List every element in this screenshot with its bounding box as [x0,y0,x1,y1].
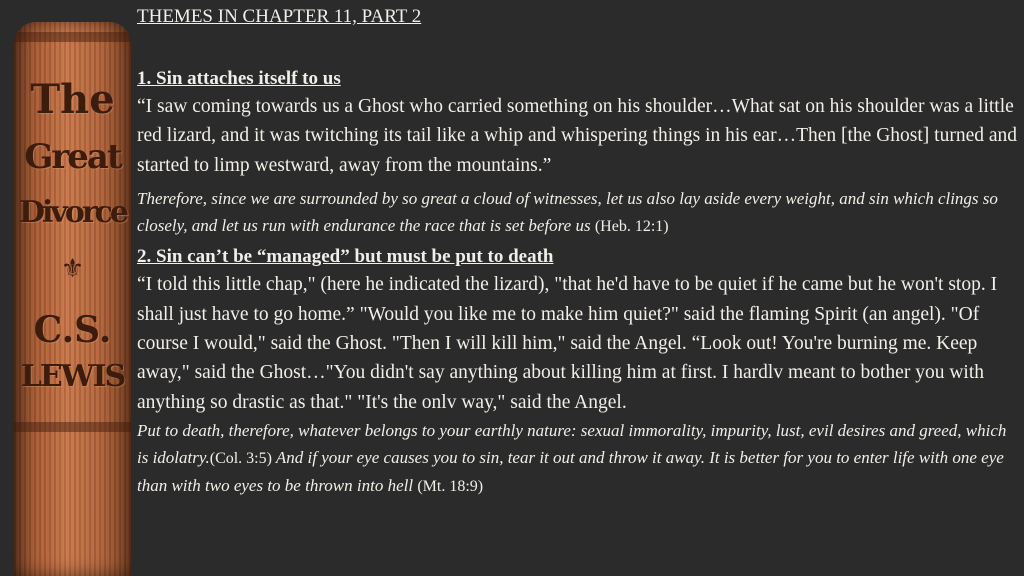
section2-quote: “I told this little chap," (here he indicated the lizard), "that he'd have to be quiet if he came but he won't stop. I shall just have to go home.” "Would you like me to make him quiet?" said the flaming Spirit (an angel). "Of course I would," said the Ghost. "Then I will kill him," said the Angel. “Look out! You're burning me. Keep away," said the Ghost…"You didn't say anything about killing him at first. I hardlv meant to bother you with anything so drastic as that." "It's the onlv way," said the Angel. [137,274,998,413]
spine-band [14,32,131,42]
spine-author-line1: C.S. [33,309,112,351]
section1-verse-text: Therefore, since we are surrounded by so great a cloud of witnesses, let us also lay aside every weight, and sin which clings so closely, and let us run with endurance the race that is set before us [137,189,998,236]
spine-band [14,422,131,432]
section2-verse2-text: And if your eye causes you to sin, tear it out and throw it away. It is better for you to enter life with one eye than with two eyes to be thrown into hell [137,448,1004,496]
book-spine-image [14,22,131,576]
spacer [137,30,1017,66]
section2-verse2-ref: (Mt. 18:9) [417,478,484,496]
section2-verse1-text: Put to death, therefore, whatever belongs to your earthly nature: sexual immorality, impurity, lust, evil desires and greed, which is idolatry. [137,421,1007,468]
fleur-de-lis-icon: ⚜ [60,254,85,284]
section1-heading: 1. Sin attaches itself to us [137,68,341,89]
spine-author-line2: LEWIS [20,359,125,394]
slide-content [137,4,1017,500]
spine-title-line2: Great [24,137,121,177]
section1-verse-ref: (Heb. 12:1) [594,218,669,236]
section2-heading: 2. Sin can’t be “managed” but must be put to death [137,246,554,268]
spine-title-line3: Divorce [18,195,126,230]
slide-title: THEMES IN CHAPTER 11, PART 2 [137,6,422,27]
section1-verse [137,185,1017,240]
section2-verse1-ref: (Col. 3:5) [209,450,272,468]
section1-quote: “I saw coming towards us a Ghost who carried something on his shoulder…What sat on his shoulder was a little red lizard, and it was twitching its tail like a whip and whispering things in his ear…Then [the Ghost] turned and started to limp westward, away from the mountains.” [137,96,1018,176]
section2-verses [137,417,1017,500]
spine-title-line1: The [30,76,115,123]
